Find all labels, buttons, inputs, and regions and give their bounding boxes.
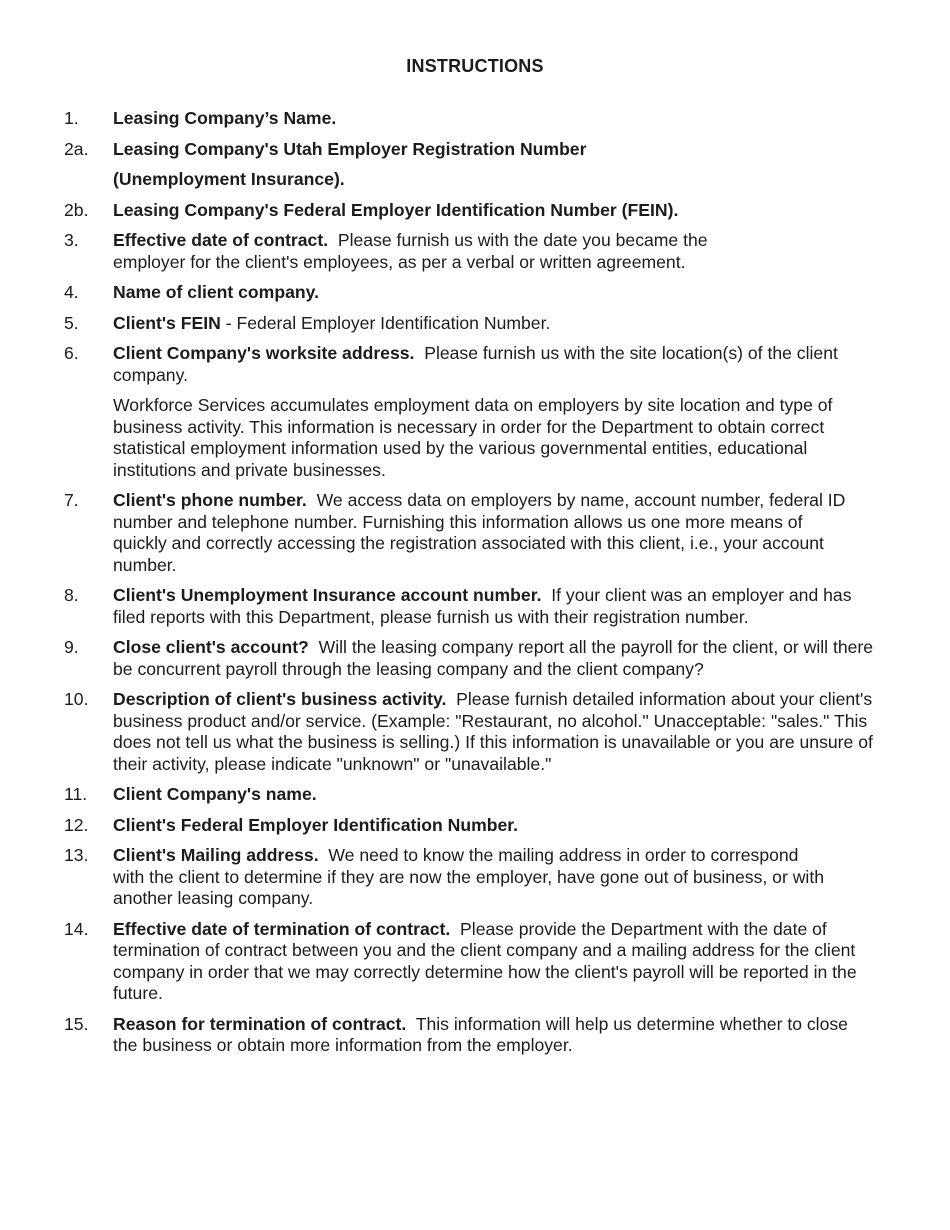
item-text: We need to know the mailing address in order to correspond with the client to determine if they are now the employer, have gone out of business, or with another leasing company.: [113, 845, 824, 908]
item-heading: Client's Unemployment Insurance account number.: [113, 585, 542, 605]
item-body: [113, 919, 884, 1005]
item-heading: Close client's account?: [113, 637, 309, 657]
item-number: 13.: [64, 845, 89, 865]
item-heading: Client Company's name.: [113, 784, 317, 804]
item-number: 15.: [64, 1013, 89, 1034]
item-heading: Client Company's worksite address.: [113, 343, 415, 363]
item-body: [113, 784, 884, 806]
list-item: [64, 919, 884, 1005]
page-title: INSTRUCTIONS: [406, 56, 544, 76]
item-text: - Federal Employer Identification Number.: [220, 312, 551, 333]
item-number: 9.: [64, 637, 79, 657]
list-item: [64, 139, 884, 191]
item-body: [113, 343, 884, 481]
item-body: [113, 139, 884, 191]
item-number: 4.: [64, 282, 79, 302]
item-number: 12.: [64, 814, 89, 835]
item-heading: Leasing Company’s Name.: [113, 108, 337, 128]
item-number: 7.: [64, 490, 79, 510]
item-body: [113, 490, 884, 576]
item-number: 14.: [64, 918, 89, 939]
item-text: If your client was an employer and has filed reports with this Department, please furnish us with their registration number.: [113, 585, 852, 627]
item-number: 2b.: [64, 199, 89, 220]
item-number: 2a.: [64, 138, 89, 159]
item-number: 10.: [64, 689, 89, 709]
item-number: 11.: [64, 784, 88, 804]
item-heading: Name of client company.: [113, 282, 319, 302]
item-number: 5.: [64, 312, 79, 333]
item-text: We access data on employers by name, account number, federal ID number and telephone number. Furnishing this information allows us one more means of quickly and correctly accessing the registration associated with this client, i.e., your account number.: [113, 490, 846, 575]
item-text: This information will help us determine whether to close the business or obtain more information from the employer.: [113, 1013, 848, 1055]
item-body: [113, 689, 884, 775]
item-body: [113, 637, 884, 680]
list-item: [64, 784, 884, 806]
item-paragraph: Workforce Services accumulates employment data on employers by site location and type of business activity. This information is necessary in order for the Department to obtain correct statistical employment information used by the various governmental entities, educational institutions and private businesses.: [113, 395, 833, 480]
list-item: [64, 313, 884, 335]
item-text: Please furnish detailed information about your client's business product and/or service. (Example: "Restaurant, no alcohol." Unacceptable: "sales." This does not tell us what the business is selling.) If this information is unavailable or you are unsure of their activity, please indicate "unknown" or "unavailable.": [113, 689, 873, 774]
item-number: 1.: [64, 108, 79, 128]
item-body: [113, 108, 884, 130]
item-heading: Leasing Company's Utah Employer Registration Number: [113, 138, 587, 159]
item-text: Please furnish us with the site location(s) of the client company.: [113, 343, 838, 385]
item-heading: Reason for termination of contract.: [113, 1013, 407, 1034]
item-heading: Effective date of contract.: [113, 230, 329, 250]
item-number: 6.: [64, 343, 79, 363]
item-body: [113, 585, 884, 628]
list-item: [64, 1014, 884, 1057]
item-heading: Effective date of termination of contract.: [113, 918, 451, 939]
item-body: [113, 1014, 884, 1057]
item-text: Please provide the Department with the date of termination of contract between you and the client company and a mailing address for the client company in order that we may correctly determine how the client's payroll will be reported in the future.: [113, 918, 857, 1003]
item-text: Will the leasing company report all the payroll for the client, or will there be concurrent payroll through the leasing company and the client company?: [113, 637, 874, 679]
item-heading: Client's FEIN: [113, 312, 221, 333]
list-item: [64, 490, 884, 576]
item-heading: Client's Mailing address.: [113, 845, 319, 865]
list-item: [64, 845, 884, 910]
instructions-list: [64, 108, 884, 1066]
item-body: [113, 845, 884, 910]
list-item: [64, 585, 884, 628]
item-body: [113, 282, 884, 304]
list-item: [64, 689, 884, 775]
item-heading: Leasing Company's Federal Employer Identification Number (FEIN).: [113, 199, 679, 220]
list-item: [64, 230, 884, 273]
item-number: 8.: [64, 585, 79, 605]
list-item: [64, 637, 884, 680]
item-heading: Description of client's business activity.: [113, 689, 447, 709]
list-item: [64, 108, 884, 130]
list-item: [64, 200, 884, 222]
item-body: [113, 313, 884, 335]
list-item: [64, 282, 884, 304]
list-item: [64, 815, 884, 837]
item-heading-continued: (Unemployment Insurance).: [113, 169, 345, 189]
list-item: [64, 343, 884, 481]
item-body: [113, 200, 884, 222]
item-heading: Client's Federal Employer Identification Number.: [113, 814, 519, 835]
item-number: 3.: [64, 230, 79, 250]
item-text: Please furnish us with the date you became the employer for the client's employees, as per a verbal or written agreement.: [113, 230, 708, 272]
item-body: [113, 815, 884, 837]
item-body: [113, 230, 884, 273]
item-heading: Client's phone number.: [113, 490, 307, 510]
